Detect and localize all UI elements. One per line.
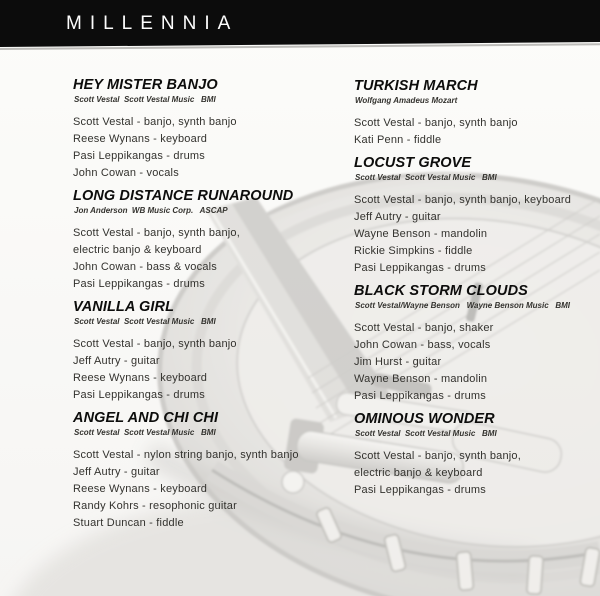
track-credit: Scott Vestal Scott Vestal Music BMI — [74, 428, 216, 437]
personnel-line: Reese Wynans - keyboard — [73, 372, 208, 384]
track-credit: Scott Vestal Scott Vestal Music BMI — [355, 173, 497, 182]
column-right — [354, 79, 600, 506]
personnel-line: Wayne Benson - mandolin — [354, 373, 488, 385]
track-title: TURKISH MARCH — [354, 78, 478, 94]
track-title: LONG DISTANCE RUNAROUND — [73, 188, 294, 204]
personnel-line: Wayne Benson - mandolin — [354, 228, 488, 240]
personnel-line: Scott Vestal - nylon string banjo, synth banjo — [73, 449, 299, 461]
track-credit: Wolfgang Amadeus Mozart — [355, 96, 458, 105]
album-title: MILLENNIA — [66, 13, 239, 34]
personnel-list — [73, 225, 345, 293]
personnel-line: Reese Wynans - keyboard — [73, 133, 208, 145]
personnel-line: Kati Penn - fiddle — [354, 134, 442, 146]
track-ominous-wonder — [354, 412, 600, 499]
track-locust-grove — [354, 156, 600, 277]
personnel-line: Stuart Duncan - fiddle — [73, 517, 184, 529]
personnel-line: Reese Wynans - keyboard — [73, 483, 208, 495]
personnel-line: Jeff Autry - guitar — [73, 466, 160, 478]
personnel-line: Jim Hurst - guitar — [354, 356, 442, 368]
track-title: ANGEL AND CHI CHI — [73, 410, 219, 426]
personnel-line: Pasi Leppikangas - drums — [354, 484, 486, 496]
personnel-list — [73, 447, 345, 532]
column-left — [73, 78, 345, 539]
track-title: VANILLA GIRL — [73, 299, 175, 315]
track-credit: Scott Vestal/Wayne Benson Wayne Benson Music BMI — [355, 301, 571, 310]
personnel-line: Scott Vestal - banjo, synth banjo, keyboard — [354, 194, 572, 206]
track-turkish-march — [354, 79, 600, 149]
personnel-line: Scott Vestal - banjo, synth banjo, — [354, 450, 522, 462]
personnel-list — [73, 114, 345, 182]
track-title: OMINOUS WONDER — [354, 411, 495, 427]
track-title: BLACK STORM CLOUDS — [354, 283, 528, 299]
personnel-line: Jeff Autry - guitar — [73, 355, 160, 367]
personnel-line: John Cowan - bass, vocals — [354, 339, 491, 351]
personnel-line: electric banjo & keyboard — [73, 244, 202, 256]
personnel-line: Jeff Autry - guitar — [354, 211, 441, 223]
personnel-line: John Cowan - vocals — [73, 167, 179, 179]
personnel-line: Randy Kohrs - resophonic guitar — [73, 500, 237, 512]
track-credit: Scott Vestal Scott Vestal Music BMI — [355, 429, 497, 438]
personnel-line: Pasi Leppikangas - drums — [73, 278, 205, 290]
track-angel-and-chi-chi — [73, 411, 345, 532]
track-hey-mister-banjo — [73, 78, 345, 182]
track-long-distance-runaround — [73, 189, 345, 293]
track-credit: Scott Vestal Scott Vestal Music BMI — [74, 317, 216, 326]
personnel-line: Pasi Leppikangas - drums — [354, 262, 486, 274]
personnel-line: Rickie Simpkins - fiddle — [354, 245, 473, 257]
personnel-line: Scott Vestal - banjo, synth banjo — [73, 338, 237, 350]
personnel-line: Pasi Leppikangas - drums — [73, 150, 205, 162]
personnel-line: Pasi Leppikangas - drums — [73, 389, 205, 401]
personnel-line: John Cowan - bass & vocals — [73, 261, 217, 273]
track-title: HEY MISTER BANJO — [73, 77, 218, 93]
personnel-line: electric banjo & keyboard — [354, 467, 483, 479]
track-title: LOCUST GROVE — [354, 155, 472, 171]
personnel-list — [354, 448, 600, 499]
personnel-list — [73, 336, 345, 404]
personnel-list — [354, 192, 600, 277]
track-vanilla-girl — [73, 300, 345, 404]
track-credit: Scott Vestal Scott Vestal Music BMI — [74, 95, 216, 104]
personnel-line: Scott Vestal - banjo, synth banjo — [354, 117, 518, 129]
track-credit: Jon Anderson WB Music Corp. ASCAP — [74, 206, 228, 215]
personnel-line: Scott Vestal - banjo, synth banjo — [73, 116, 237, 128]
personnel-line: Scott Vestal - banjo, shaker — [354, 322, 494, 334]
track-black-storm-clouds — [354, 284, 600, 405]
personnel-line: Scott Vestal - banjo, synth banjo, — [73, 227, 241, 239]
personnel-list — [354, 115, 600, 149]
personnel-list — [354, 320, 600, 405]
personnel-line: Pasi Leppikangas - drums — [354, 390, 486, 402]
